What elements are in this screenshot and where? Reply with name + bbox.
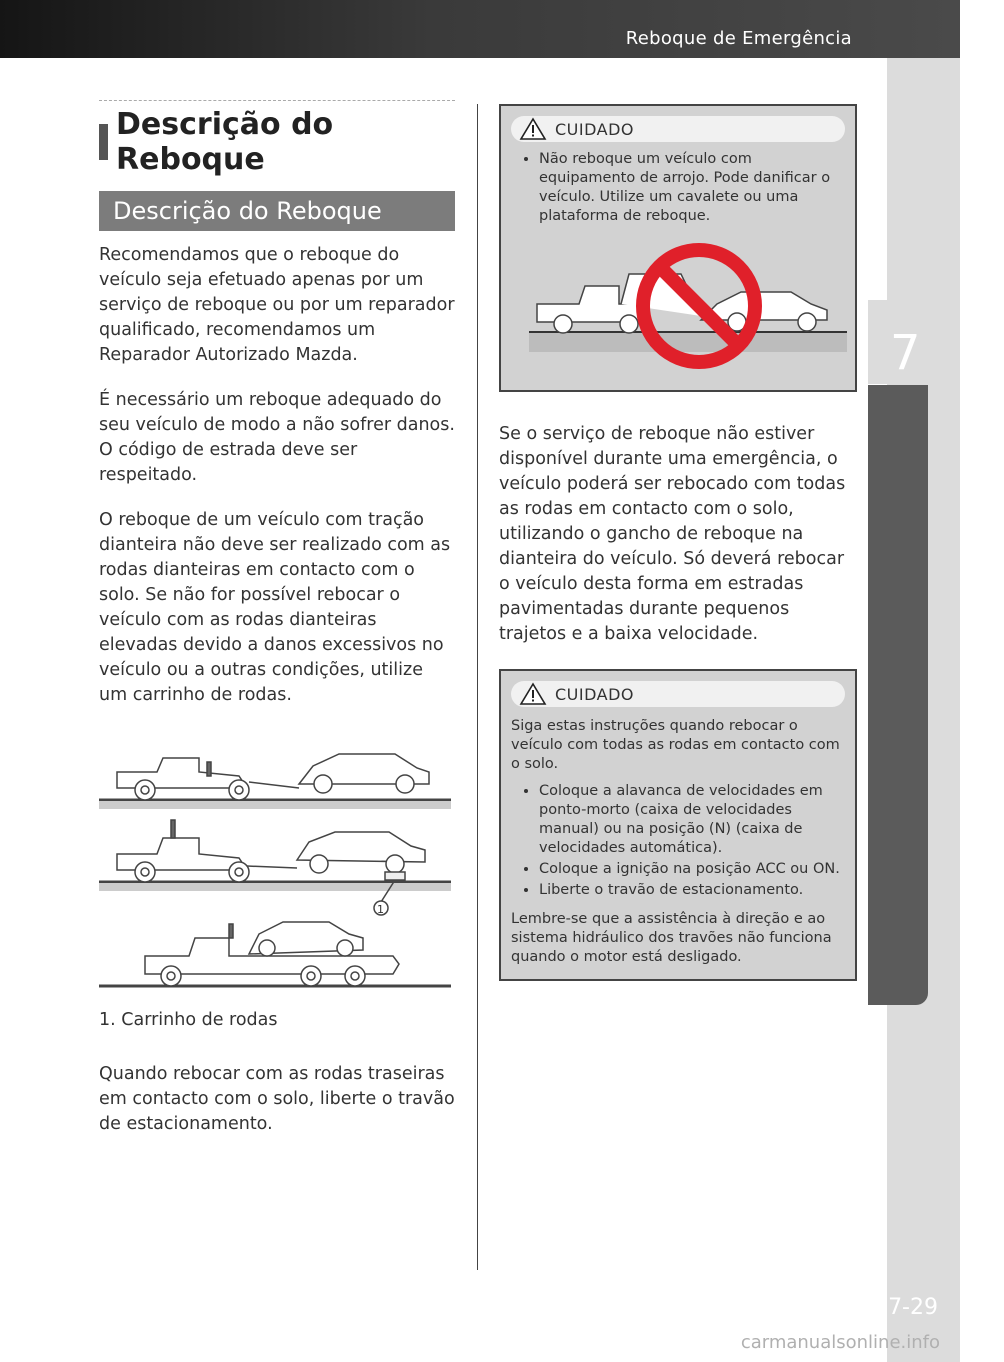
caution-intro: Siga estas instruções quando rebocar o veículo com todas as rodas em contacto com o solo. bbox=[511, 718, 840, 772]
caution-label: CUIDADO bbox=[555, 684, 634, 704]
chapter-number: 7 bbox=[890, 325, 921, 381]
main-heading-text: Descrição do Reboque bbox=[116, 107, 334, 177]
caution-list bbox=[511, 782, 845, 900]
no-sling-towing-illustration bbox=[511, 244, 847, 374]
list-item: • Liberte o travão de estacionamento. bbox=[539, 881, 845, 900]
header-bar bbox=[0, 0, 960, 58]
final-paragraph: Quando rebocar com as rodas traseiras em contacto com o solo, liberte o travão de estacionamento. bbox=[99, 1064, 455, 1134]
right-column bbox=[499, 104, 857, 981]
chapter-title: Em Caso de Avaria bbox=[979, 660, 999, 838]
caution-label: CUIDADO bbox=[555, 119, 634, 139]
towing-methods-illustration bbox=[99, 742, 455, 992]
heading-bar-icon bbox=[99, 124, 108, 160]
paragraph: É necessário um reboque adequado do seu veículo de modo a não sofrer danos. O código de estrada deve ser respeitado. bbox=[99, 390, 455, 485]
section-title: Reboque de Emergência bbox=[625, 28, 852, 49]
paragraph: O reboque de um veículo com tração dianteira não deve ser realizado com as rodas dianteiras em contacto com o solo. Se não for possível rebocar o veículo com as rodas dianteiras elevadas devido a danos excessivos no veículo ou a outras condições, utilize um carrinho de rodas. bbox=[99, 510, 451, 705]
column-divider bbox=[477, 104, 478, 1270]
figure-callout: 1 bbox=[377, 903, 384, 916]
warning-triangle-icon bbox=[519, 682, 547, 706]
caution-outro: Lembre-se que a assistência à direção e ao sistema hidráulico dos travões não funciona quando o motor está desligado. bbox=[511, 911, 832, 965]
figure-caption: 1. Carrinho de rodas bbox=[99, 1010, 278, 1030]
left-column bbox=[99, 100, 455, 1137]
caution-list bbox=[511, 150, 845, 226]
main-heading bbox=[99, 100, 455, 177]
list-item: • Coloque a ignição na posição ACC ou ON. bbox=[539, 860, 845, 879]
caution-header bbox=[511, 681, 845, 707]
page-number: 7-29 bbox=[888, 1295, 938, 1320]
left-body bbox=[99, 243, 455, 708]
sub-heading: Descrição do Reboque bbox=[99, 191, 455, 231]
caution-box bbox=[499, 104, 857, 392]
list-item: • Não reboque um veículo com equipamento de arrojo. Pode danificar o veículo. Utilize um cavalete ou uma plataforma de reboque. bbox=[539, 150, 845, 226]
right-paragraph: Se o serviço de reboque não estiver disponível durante uma emergência, o veículo poderá ser rebocado com todas as rodas em contacto com o solo, utilizando o gancho de reboque na dianteira do veículo. Só deverá rebocar o veículo desta forma em estradas pavimentadas durante pequenos trajetos e a baixa velocidade. bbox=[499, 424, 846, 644]
warning-triangle-icon bbox=[519, 117, 547, 141]
paragraph: Recomendamos que o reboque do veículo seja efetuado apenas por um serviço de reboque ou por um reparador qualificado, recomendamos um Reparador Autorizado Mazda. bbox=[99, 245, 455, 365]
caution-header bbox=[511, 116, 845, 142]
watermark: carmanualsonline.info bbox=[740, 1332, 940, 1353]
caution-box bbox=[499, 669, 857, 981]
list-item: • Coloque a alavanca de velocidades em ponto-morto (caixa de velocidades manual) ou na posição (N) (caixa de velocidades automática). bbox=[539, 782, 845, 858]
